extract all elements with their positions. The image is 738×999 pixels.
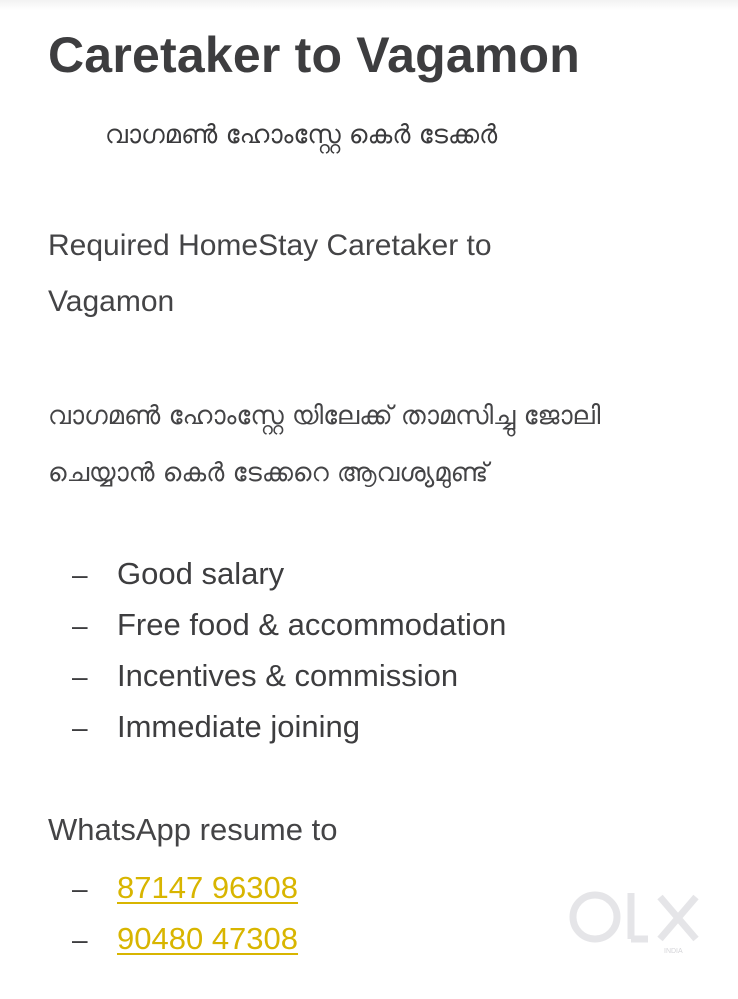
intro-english: Required HomeStay Caretaker to Vagamon <box>48 229 492 318</box>
dash-bullet: – <box>72 924 88 955</box>
phone-link-1[interactable]: 87147 96308 <box>117 870 299 905</box>
malayalam-subtitle: വാഗമൺ ഹോംസ്റ്റേ കെർ ടേക്കർ <box>105 120 498 150</box>
phone-list <box>72 862 298 964</box>
benefit-text: Free food & accommodation <box>117 607 507 642</box>
benefit-text: Incentives & commission <box>117 658 459 693</box>
dash-bullet: – <box>72 873 88 904</box>
top-cut-edge <box>0 0 738 10</box>
dash-bullet: – <box>72 610 88 641</box>
page-title: Caretaker to Vagamon <box>48 27 580 83</box>
list-item <box>72 701 506 752</box>
dash-bullet: – <box>72 559 88 590</box>
watermark-country: INDIA <box>664 948 683 955</box>
phone-link-2[interactable]: 90480 47308 <box>117 921 299 956</box>
intro-malayalam: വാഗമൺ ഹോംസ്റ്റേ യിലേക്ക് താമസിച്ചു ജോലി ചെയ്യാൻ കെർ ടേക്കറെ ആവശ്യമുണ്ട് <box>48 401 601 488</box>
dash-bullet: – <box>72 661 88 692</box>
list-item <box>72 650 506 701</box>
benefits-list <box>72 548 506 752</box>
list-item <box>72 548 506 599</box>
benefit-text: Immediate joining <box>117 709 360 744</box>
list-item <box>72 913 298 964</box>
olx-watermark-logo <box>568 885 708 957</box>
whatsapp-label: WhatsApp resume to <box>48 812 338 847</box>
list-item <box>72 599 506 650</box>
list-item <box>72 862 298 913</box>
benefit-text: Good salary <box>117 556 285 591</box>
dash-bullet: – <box>72 712 88 743</box>
